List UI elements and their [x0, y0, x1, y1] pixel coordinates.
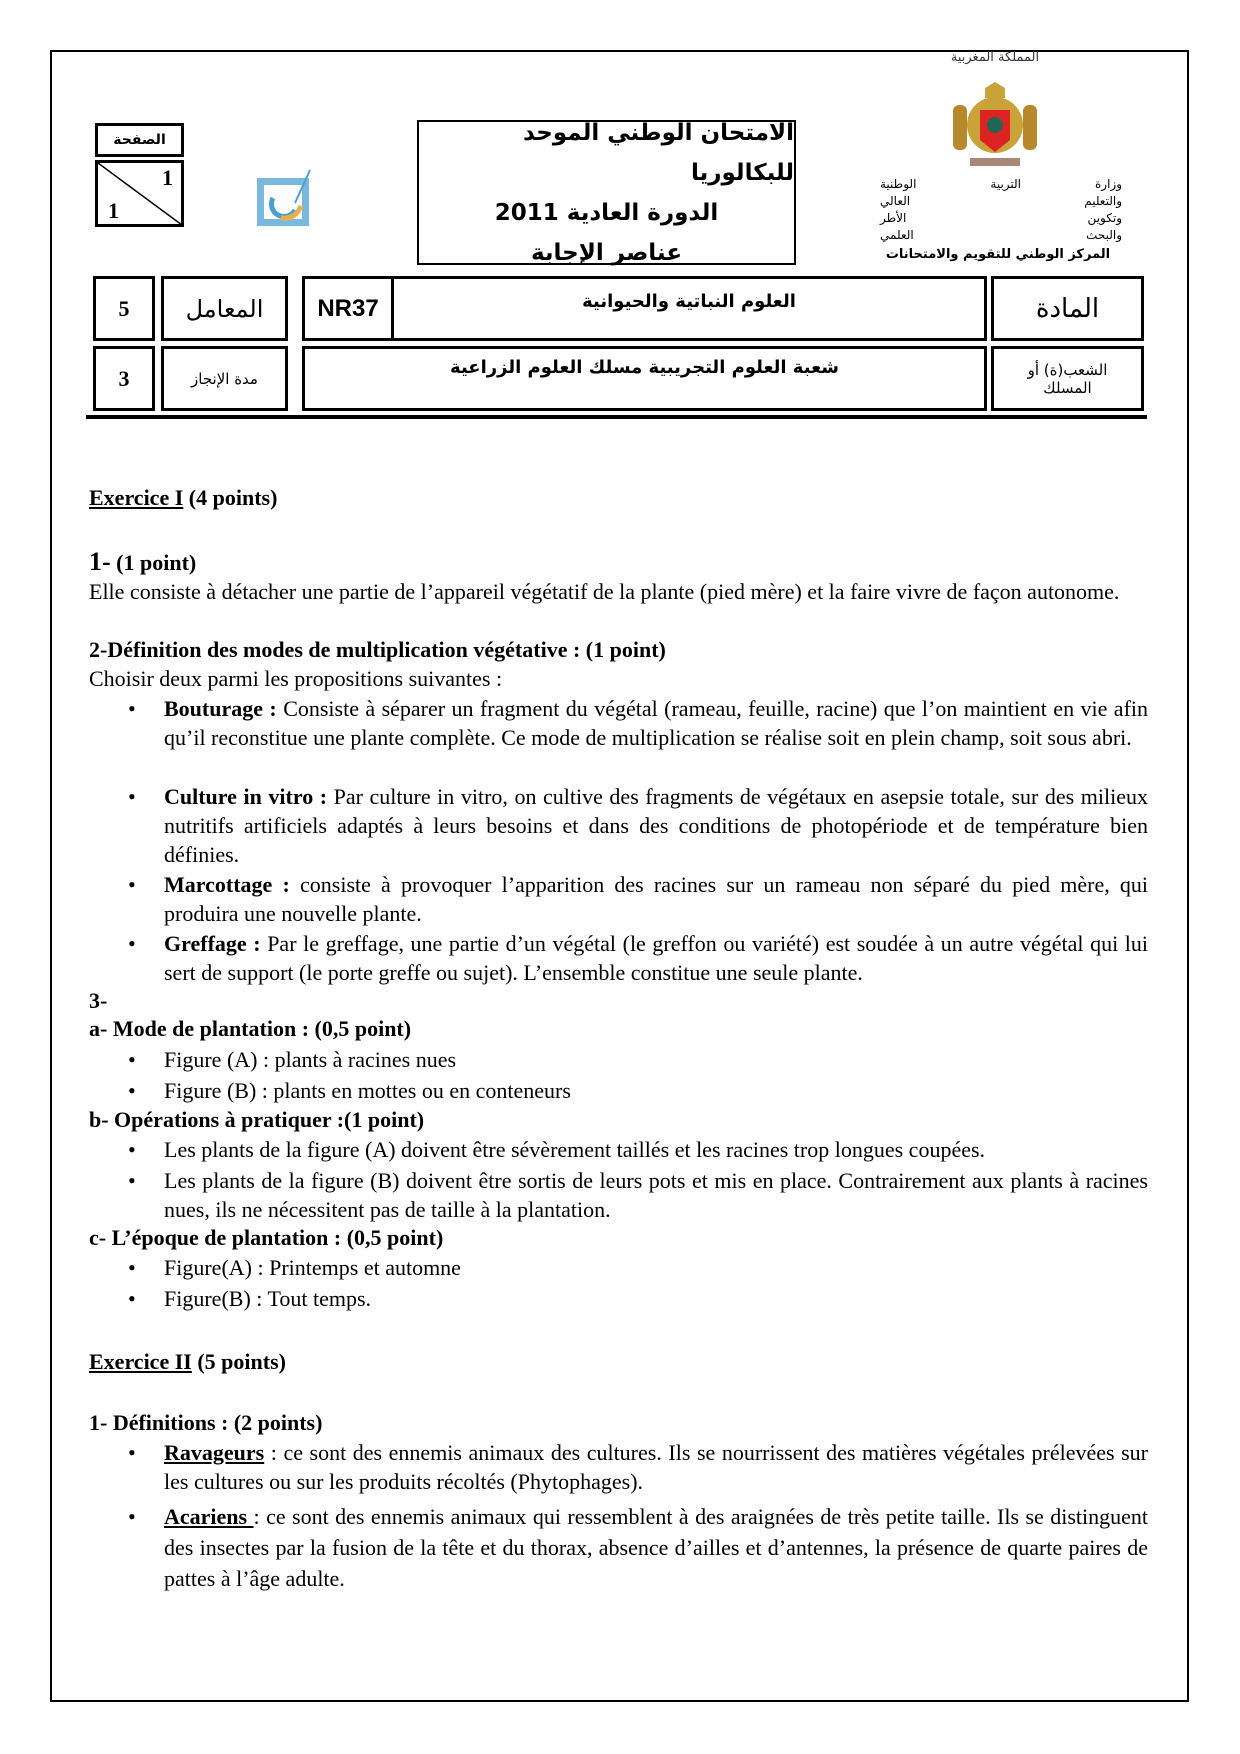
page-number: 1 [162, 165, 173, 190]
evaluation-center: المركز الوطني للتقويم والامتحانات [885, 247, 1111, 262]
mode-term: Culture in vitro : [164, 784, 328, 809]
coefficient-label-box [161, 276, 288, 341]
exercise-2-title: Exercice II [89, 1349, 192, 1374]
ministry-name [880, 176, 1122, 244]
mode-term: Bouturage : [164, 696, 277, 721]
q2-intro: Choisir deux parmi les propositions suivantes : [89, 666, 503, 691]
definition-term: Acariens [164, 1504, 254, 1529]
ex2-q1-heading: 1- Définitions : (2 points) [89, 1410, 323, 1435]
coefficient-value: 5 [118, 295, 130, 321]
q3a-points: : (0,5 point) [296, 1016, 412, 1041]
list-item: • Les plants de la figure (B) doivent être sortis de leurs pots et mis en place. Contrairement aux plants à racines nues, ils ne nécessitent pas de taille à la plantation. [164, 1166, 1148, 1224]
page-label: الصفحة [113, 132, 166, 148]
q3a-title: a- Mode de plantation [89, 1016, 297, 1041]
duration-label: مدة الإنجاز [191, 369, 258, 388]
kingdom-label: المملكة المغربية [950, 50, 1040, 65]
mode-text: Consiste à séparer un fragment du végétal (rameau, feuille, racine) que l’on maintient en vie afin qu’il reconstitue une plante complète. Ce mode de multiplication se réalise soit en plein champ, soit sous abri. [164, 696, 1149, 750]
definition-ravageurs [164, 1438, 1148, 1496]
stream-box [302, 346, 987, 411]
q2-heading: 2-Définition des modes de multiplication végétative : (1 point) [89, 637, 666, 662]
exercise-1-points: (4 points) [188, 485, 278, 510]
cnee-logo [255, 168, 315, 228]
subject-name: العلوم النباتية والحيوانية [582, 291, 796, 312]
subject-label: المادة [1035, 293, 1100, 324]
mode-text: Par le greffage, une partie d’un végétal (le greffon ou variété) est soudée à un autre végétal qui lui sert de support (le porte greffe ou sujet). L’ensemble constitue une seule plante. [164, 931, 1148, 985]
duration-value: 3 [118, 365, 130, 391]
code-box [302, 276, 394, 341]
list-item: • Figure(A) : Printemps et automne [164, 1253, 1148, 1282]
exam-code: NR37 [317, 294, 379, 322]
definition-acariens [164, 1501, 1148, 1594]
ministry-line: وزارة التربية الوطنية [880, 177, 1122, 191]
list-item: • Figure (B) : plants en mottes ou en conteneurs [164, 1076, 1148, 1105]
exercise-1-title: Exercice I [89, 485, 184, 510]
list-item: • Figure (A) : plants à racines nues [164, 1045, 1148, 1074]
exam-doc-type: عناصر الإجابة [530, 239, 683, 266]
header-divider [86, 415, 1147, 419]
q3b-heading: b- Opérations à pratiquer :(1 point) [89, 1107, 425, 1132]
q1-number: 1- [89, 547, 111, 576]
exam-session: الدورة العادية 2011 [494, 199, 719, 226]
q1-answer: Elle consiste à détacher une partie de l’appareil végétatif de la plante (pied mère) et la faire vivre de façon autonome. [89, 579, 1120, 604]
mode-text: Par culture in vitro, on cultive des fragments de végétaux en asepsie totale, sur des milieux nutritifs artificiels adaptés à leurs besoins et dans des conditions de photopériode et de température bien définies. [164, 784, 1148, 867]
exercise-1-heading [89, 483, 1148, 512]
coefficient-label: المعامل [185, 294, 264, 323]
duration-label-box [161, 346, 288, 411]
q3a-heading [89, 1014, 1148, 1043]
stream-name: شعبة العلوم التجريبية مسلك العلوم الزراعية [450, 357, 839, 378]
definition-term: Ravageurs [164, 1440, 265, 1465]
exercise-2-points: (5 points) [197, 1349, 286, 1374]
mode-marcottage [164, 870, 1148, 928]
exam-title: الامتحان الوطني الموحد للبكالوريا [523, 119, 794, 186]
subject-label-box [991, 276, 1144, 341]
ministry-line: والتعليم العالي [880, 194, 1122, 208]
q1-points: (1 point) [116, 550, 197, 575]
mode-term: Marcottage : [164, 872, 290, 897]
mode-bouturage [164, 694, 1148, 752]
q1-heading [89, 547, 1148, 577]
page-total: 1 [108, 198, 119, 223]
stream-label: الشعب(ة) أو المسلك [1027, 360, 1108, 397]
page-number-box [95, 160, 184, 227]
mode-text: consiste à provoquer l’apparition des racines sur un rameau non séparé du pied mère, qui produira une nouvelle plante. [164, 872, 1149, 926]
mode-term: Greffage : [164, 931, 261, 956]
definition-text: : ce sont des ennemis animaux des cultures. Ils se nourrissent des matières végétales prélevées sur les cultures ou sur les produits récoltés (Phytophages). [164, 1440, 1148, 1494]
list-item: • Les plants de la figure (A) doivent être sévèrement taillés et les racines trop longues coupées. [164, 1135, 1148, 1164]
ministry-line: وتكوين الأطر [880, 211, 1122, 225]
mode-greffage [164, 929, 1148, 987]
exam-title-box [417, 120, 796, 265]
subject-box [391, 276, 987, 341]
exercise-2-heading [89, 1347, 1148, 1376]
list-item: • Figure(B) : Tout temps. [164, 1284, 1148, 1313]
coefficient-value-box [93, 276, 155, 341]
q3c-heading: c- L’époque de plantation : (0,5 point) [89, 1225, 444, 1250]
duration-value-box [93, 346, 155, 411]
definition-text: : ce sont des ennemis animaux qui ressemblent à des araignées de très petite taille. Ils se distinguent des insectes par la fusion de la tête et du thorax, absence d’ailles et d’antennes, la présence de quarte paires de pattes à l’âge adulte. [164, 1504, 1148, 1591]
mode-culture-in-vitro [164, 782, 1148, 869]
coat-of-arms-logo [945, 80, 1045, 170]
stream-label-box [991, 346, 1144, 411]
page-label-box [95, 123, 184, 157]
ministry-line: والبحث العلمي [880, 228, 1122, 242]
q3-heading: 3- [89, 988, 108, 1013]
